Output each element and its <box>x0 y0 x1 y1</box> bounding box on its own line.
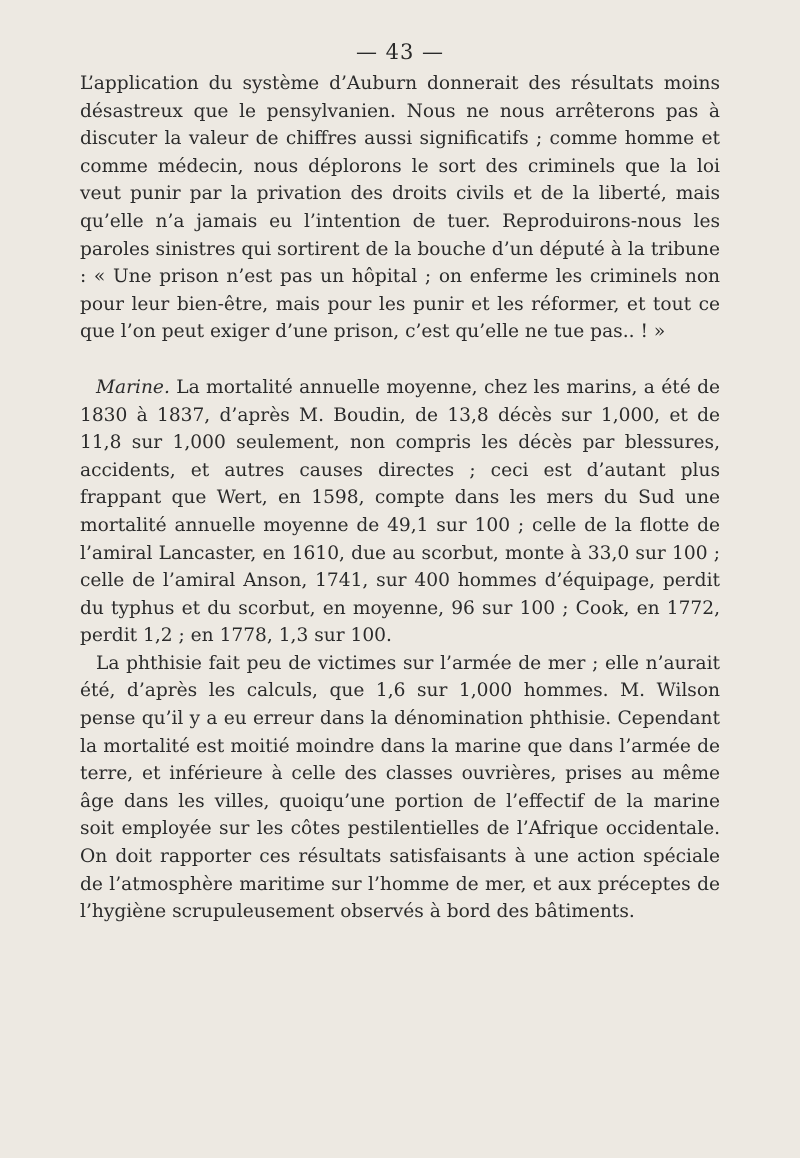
paragraph-marine <box>80 374 720 650</box>
paragraph-phthisie <box>80 650 720 926</box>
section-lead-marine: Marine. <box>96 376 170 398</box>
page-number: — 43 — <box>355 40 445 64</box>
body-text <box>80 70 720 926</box>
paragraph-auburn <box>80 70 720 346</box>
paragraph-auburn-text: L’application du système d’Auburn donnerait des résultats moins désastreux que le pensylvanien. Nous ne nous arrêterons pas à discuter la valeur de chiffres aussi significatifs ; comme homme et comme médecin, nous déplorons le sort des criminels que la loi veut punir par la privation des droits civils et de la liberté, mais qu’elle n’a jamais eu l’intention de tuer. Reproduirons-nous les paroles sinistres qui sortirent de la bouche d’un député à la tribune : « Une prison n’est pas un hôpital ; on enferme les criminels non pour leur bien-être, mais pour les punir et les réformer, et tout ce que l’on peut exiger d’une prison, c’est qu’elle ne tue pas.. ! » <box>80 73 720 343</box>
paragraph-phthisie-text: La phthisie fait peu de victimes sur l’armée de mer ; elle n’aurait été, d’après les calculs, que 1,6 sur 1,000 hommes. M. Wilson pense qu’il y a eu erreur dans la dénomination phthisie. Cependant la mortalité est moitié moindre dans la marine que dans l’armée de terre, et inférieure à celle des classes ouvrières, prises au même âge dans les villes, quoiqu’une portion de l’effectif de la marine soit employée sur les côtes pestilentielles de l’Afrique occidentale. On doit rapporter ces résultats satisfaisants à une action spéciale de l’atmosphère maritime sur l’homme de mer, et aux préceptes de l’hygiène scrupuleusement observés à bord des bâtiments. <box>80 652 720 923</box>
paragraph-marine-text: La mortalité annuelle moyenne, chez les marins, a été de 1830 à 1837, d’après M. Boudin, de 13,8 décès sur 1,000, et de 11,8 sur 1,000 seulement, non compris les décès par blessures, accidents, et autres causes directes ; ceci est d’autant plus frappant que Wert, en 1598, compte dans les mers du Sud une mortalité annuelle moyenne de 49,1 sur 100 ; celle de la flotte de l’amiral Lancaster, en 1610, due au scorbut, monte à 33,0 sur 100 ; celle de l’amiral Anson, 1741, sur 400 hommes d’équipage, perdit du typhus et du scorbut, en moyenne, 96 sur 100 ; Cook, en 1772, perdit 1,2 ; en 1778, 1,3 sur 100. <box>80 376 720 647</box>
